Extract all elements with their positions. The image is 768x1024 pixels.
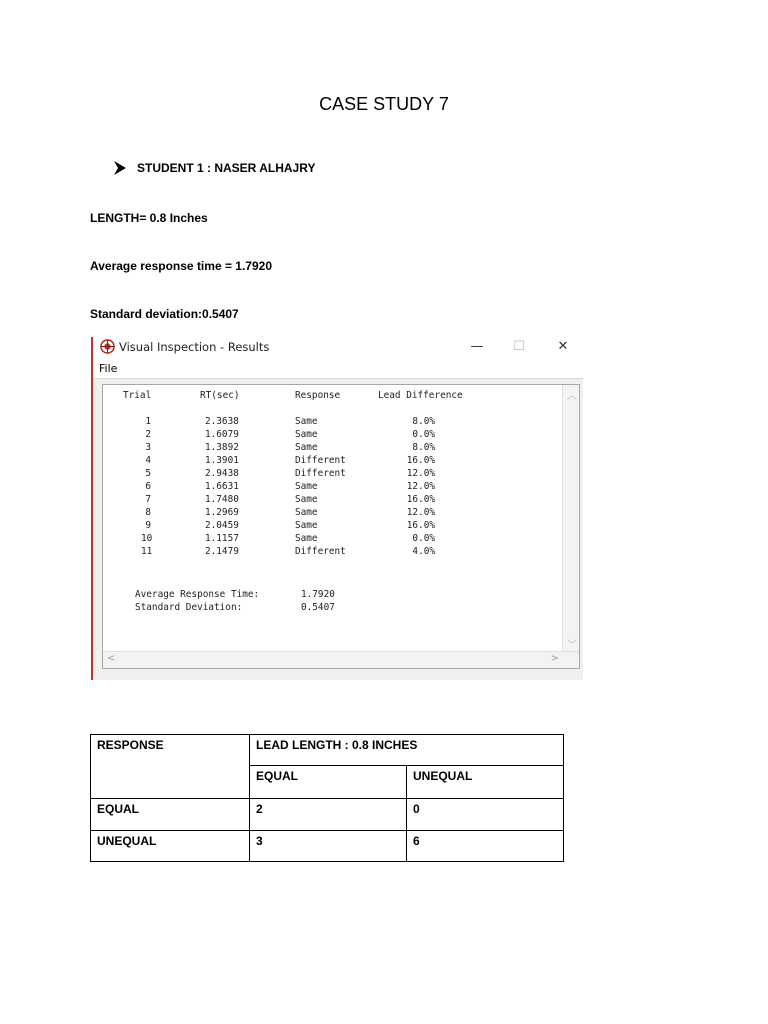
header-response: Response — [295, 390, 341, 401]
cell-trial: 2 — [145, 429, 151, 440]
cell-rt: 1.7480 — [205, 494, 239, 505]
minimize-button[interactable]: — — [470, 339, 484, 354]
row-label: UNEQUAL — [91, 831, 250, 862]
scroll-down-icon[interactable]: ﹀ — [567, 640, 577, 651]
app-icon — [100, 339, 115, 354]
cell-trial: 1 — [145, 416, 151, 427]
cell-trial: 9 — [145, 520, 151, 531]
cell-rt: 1.1157 — [205, 533, 239, 544]
cell-rt: 2.1479 — [205, 546, 239, 557]
summary-average-label: Average Response Time: — [135, 589, 260, 600]
cell-unequal: 0 — [407, 799, 564, 831]
arrow-bullet-icon — [113, 160, 127, 176]
vertical-scrollbar[interactable] — [562, 385, 579, 653]
cell-trial: 3 — [145, 442, 151, 453]
horizontal-scrollbar[interactable] — [103, 651, 579, 668]
cell-rt: 1.6079 — [205, 429, 239, 440]
cell-response: Same — [295, 533, 318, 544]
cell-trial: 5 — [145, 468, 151, 479]
cell-trial: 10 — [141, 533, 153, 544]
maximize-button[interactable]: ☐ — [513, 339, 525, 354]
cell-response: Same — [295, 507, 318, 518]
cell-response: Same — [295, 520, 318, 531]
header-trial: Trial — [123, 390, 152, 401]
response-table — [90, 734, 564, 862]
scroll-right-icon[interactable]: > — [550, 653, 559, 664]
cell-response: Same — [295, 429, 318, 440]
header-lead-difference: Lead Difference — [378, 390, 463, 401]
cell-response: Same — [295, 481, 318, 492]
student-bullet — [113, 160, 315, 176]
cell-lead-difference: 16.0% — [406, 494, 435, 505]
window-titlebar — [93, 337, 583, 359]
table-row — [91, 831, 564, 862]
cell-lead-difference: 12.0% — [406, 468, 435, 479]
menu-file[interactable]: File — [99, 362, 118, 375]
scroll-up-icon[interactable]: ︿ — [567, 391, 577, 402]
results-text-area[interactable] — [102, 384, 580, 669]
cell-trial: 7 — [145, 494, 151, 505]
header-rt: RT(sec) — [200, 390, 240, 401]
summary-average-value: 1.7920 — [301, 589, 335, 600]
cell-rt: 2.9438 — [205, 468, 239, 479]
cell-lead-difference: 12.0% — [406, 481, 435, 492]
cell-trial: 11 — [141, 546, 153, 557]
unequal-column-header: UNEQUAL — [407, 766, 564, 799]
window-title: Visual Inspection - Results — [119, 340, 270, 354]
response-header: RESPONSE — [91, 735, 250, 799]
cell-response: Same — [295, 494, 318, 505]
cell-response: Different — [295, 546, 346, 557]
close-button[interactable]: ✕ — [557, 339, 569, 354]
cell-rt: 1.6631 — [205, 481, 239, 492]
equal-column-header: EQUAL — [250, 766, 407, 799]
page-title: CASE STUDY 7 — [319, 94, 449, 114]
cell-trial: 4 — [145, 455, 151, 466]
cell-lead-difference: 8.0% — [412, 416, 435, 427]
cell-rt: 2.0459 — [205, 520, 239, 531]
cell-unequal: 6 — [407, 831, 564, 862]
cell-trial: 8 — [145, 507, 151, 518]
cell-lead-difference: 4.0% — [412, 546, 435, 557]
cell-rt: 1.3892 — [205, 442, 239, 453]
average-response-line: Average response time = 1.7920 — [90, 259, 272, 273]
scroll-left-icon[interactable]: < — [107, 653, 116, 664]
standard-deviation-line: Standard deviation:0.5407 — [90, 307, 239, 321]
row-label: EQUAL — [91, 799, 250, 831]
cell-trial: 6 — [145, 481, 151, 492]
cell-rt: 1.2969 — [205, 507, 239, 518]
cell-lead-difference: 8.0% — [412, 442, 435, 453]
cell-rt: 2.3638 — [205, 416, 239, 427]
lead-length-header: LEAD LENGTH : 0.8 INCHES — [250, 735, 564, 766]
table-row — [91, 799, 564, 831]
cell-equal: 2 — [250, 799, 407, 831]
cell-equal: 3 — [250, 831, 407, 862]
cell-lead-difference: 0.0% — [412, 533, 435, 544]
student-name: STUDENT 1 : NASER ALHAJRY — [137, 161, 316, 175]
summary-std-value: 0.5407 — [301, 602, 335, 613]
cell-response: Same — [295, 442, 318, 453]
summary-std-label: Standard Deviation: — [135, 602, 243, 613]
cell-response: Same — [295, 416, 318, 427]
cell-lead-difference: 16.0% — [406, 455, 435, 466]
length-line: LENGTH= 0.8 Inches — [90, 211, 208, 225]
cell-response: Different — [295, 468, 346, 479]
cell-lead-difference: 12.0% — [406, 507, 435, 518]
cell-lead-difference: 16.0% — [406, 520, 435, 531]
cell-response: Different — [295, 455, 346, 466]
menu-bar — [93, 359, 583, 379]
cell-rt: 1.3901 — [205, 455, 239, 466]
results-window-screenshot — [91, 337, 583, 680]
cell-lead-difference: 0.0% — [412, 429, 435, 440]
